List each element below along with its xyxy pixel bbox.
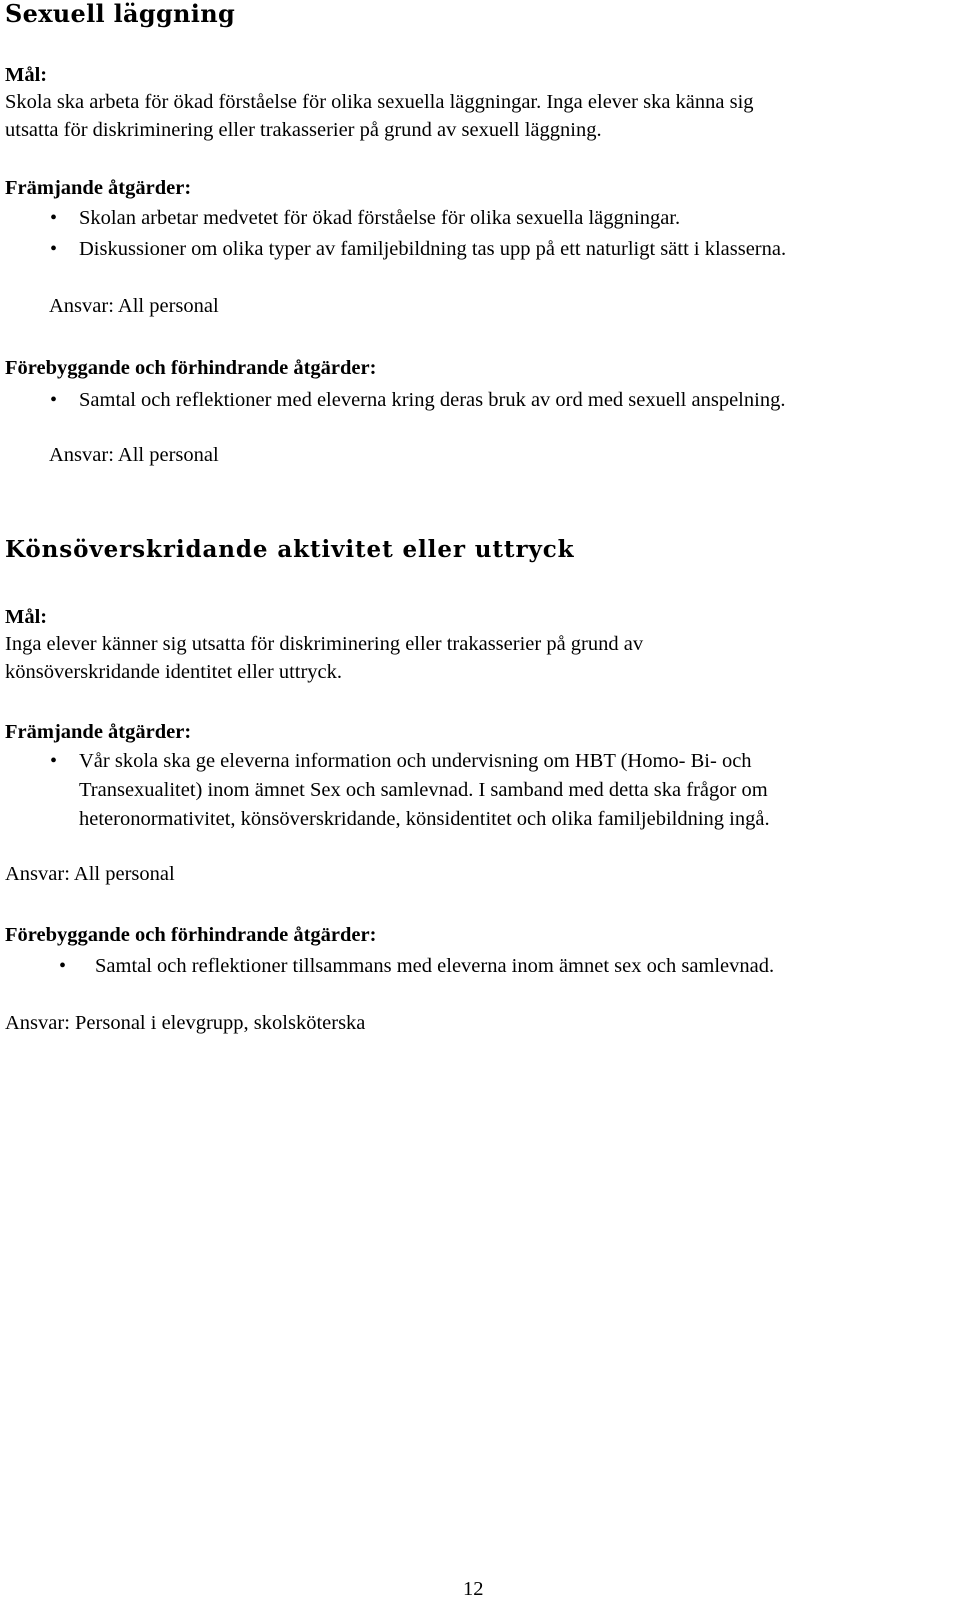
list-item-line: heteronormativitet, könsöverskridande, könsidentitet och olika familjebildning ingå. [79,808,770,830]
responsible-text: Ansvar: All personal [49,295,219,317]
goal-text-line: Skola ska arbeta för ökad förståelse för olika sexuella läggningar. Inga elever ska känna sig [5,91,754,113]
page-number: 12 [463,1578,484,1600]
bullet-icon: • [50,207,58,229]
goal-text-line: utsatta för diskriminering eller trakasserier på grund av sexuell läggning. [5,119,602,141]
list-item-line: Transexualitet) inom ämnet Sex och samlevnad. I samband med detta ska frågor om [79,779,768,801]
goal-text-line: Inga elever känner sig utsatta för diskriminering eller trakasserier på grund av [5,633,644,655]
list-item-line: Vår skola ska ge eleverna information och undervisning om HBT (Homo- Bi- och [79,750,752,772]
list-item: Samtal och reflektioner tillsammans med eleverna inom ämnet sex och samlevnad. [95,955,775,977]
section-heading-gender-expression: Könsöverskridande aktivitet eller uttryck [5,536,575,563]
list-item: Samtal och reflektioner med eleverna kring deras bruk av ord med sexuell anspelning. [79,389,786,411]
preventive-label: Förebyggande och förhindrande åtgärder: [5,924,377,946]
goal-text-line: könsöverskridande identitet eller uttryck. [5,661,343,683]
list-item: Skolan arbetar medvetet för ökad förståelse för olika sexuella läggningar. [79,207,681,229]
responsible-text: Ansvar: All personal [5,863,175,885]
promoting-label: Främjande åtgärder: [5,721,192,743]
bullet-icon: • [50,238,58,260]
responsible-text: Ansvar: Personal i elevgrupp, skolsköterska [5,1012,366,1034]
responsible-text: Ansvar: All personal [49,444,219,466]
promoting-label: Främjande åtgärder: [5,177,192,199]
goal-label: Mål: [5,606,48,628]
bullet-icon: • [50,389,58,411]
goal-label: Mål: [5,64,48,86]
list-item: Diskussioner om olika typer av familjebildning tas upp på ett naturligt sätt i klasserna. [79,238,787,260]
bullet-icon: • [50,750,58,772]
preventive-label: Förebyggande och förhindrande åtgärder: [5,357,377,379]
section-heading-sexual-orientation: Sexuell läggning [5,0,236,28]
bullet-icon: • [59,955,67,977]
